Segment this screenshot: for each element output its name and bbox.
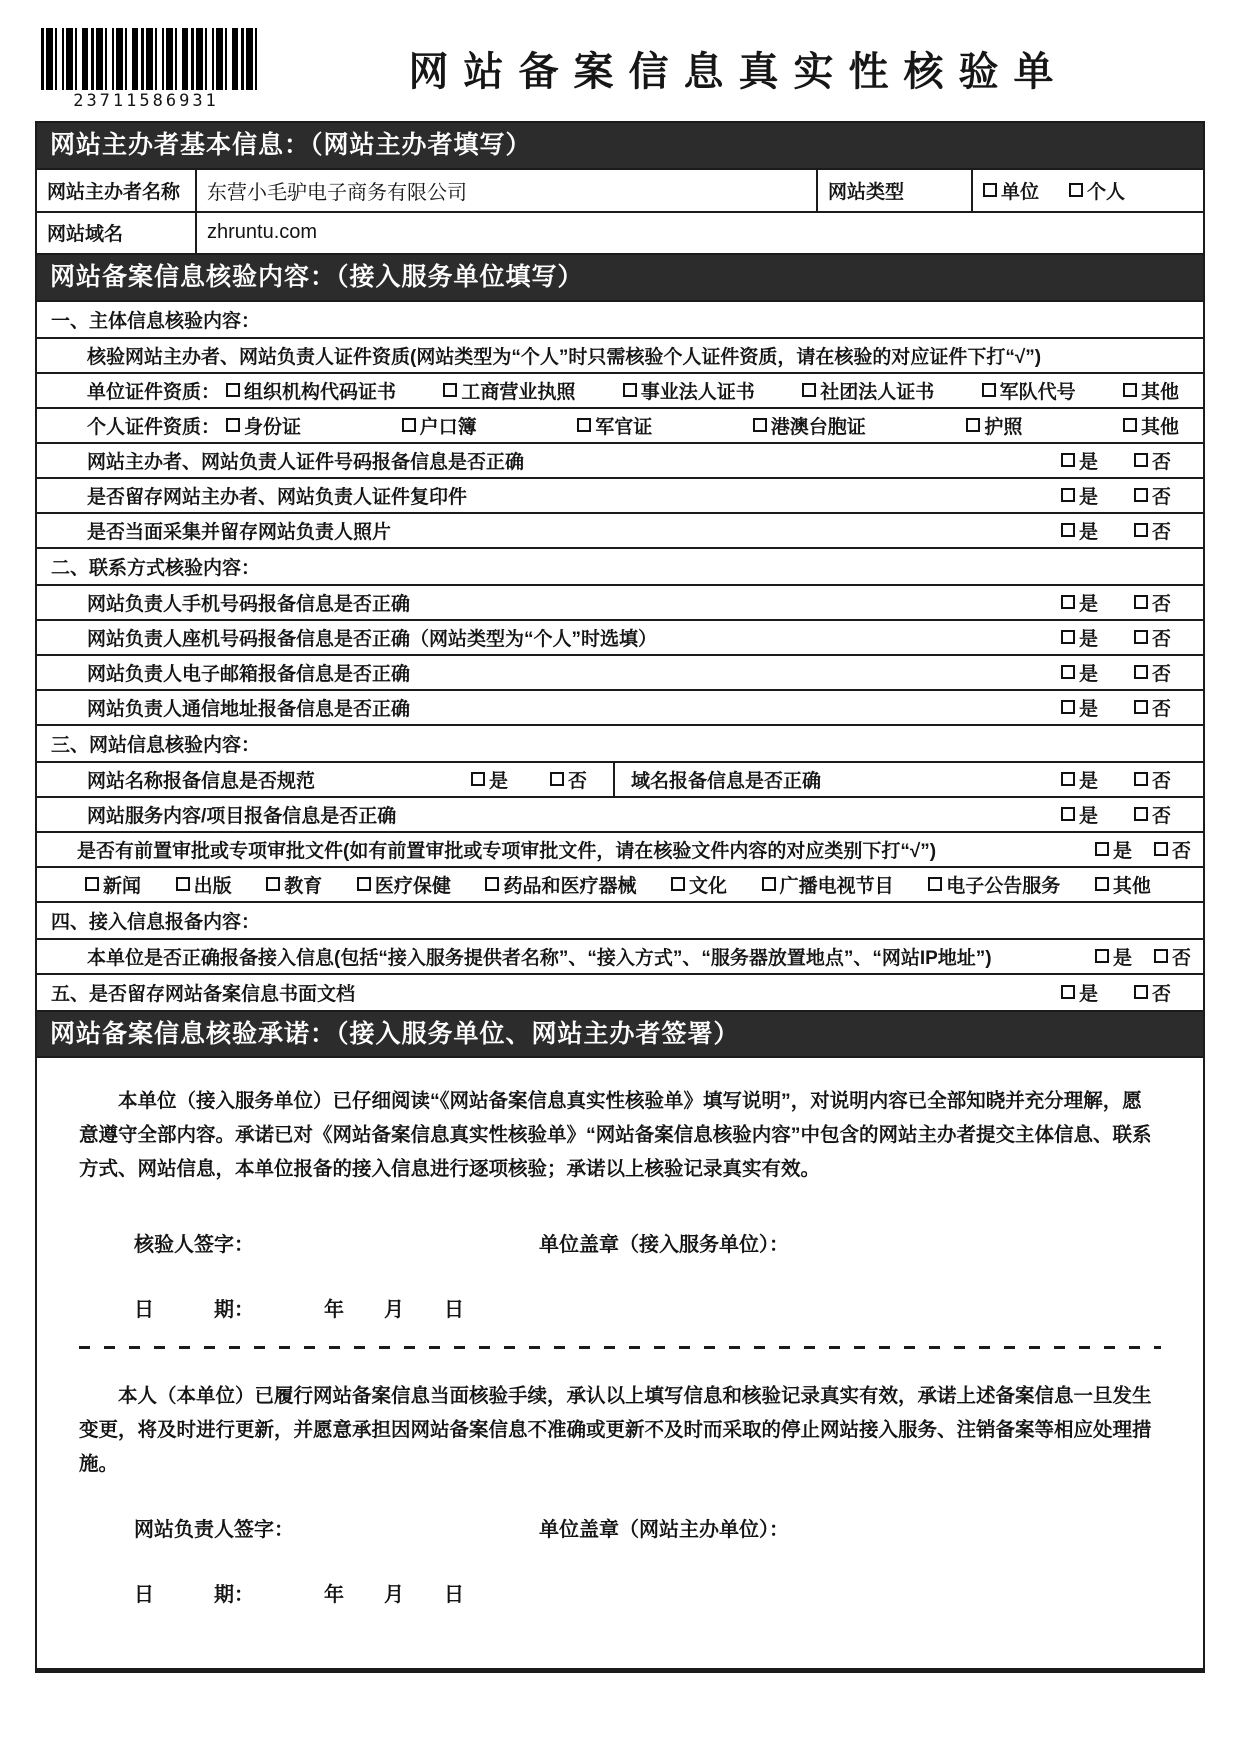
checkbox-yes[interactable] [1061, 694, 1098, 721]
question-label: 网站负责人座机号码报备信息是否正确（网站类型为“个人”时选填） [87, 628, 658, 650]
checkbox-label: 港澳台胞证 [770, 416, 866, 438]
approval-question-row [37, 831, 1203, 866]
barcode-bars-image [41, 28, 257, 90]
checkbox-yes[interactable] [1061, 801, 1098, 828]
yes-no-group [1095, 836, 1191, 863]
checkbox-yes[interactable] [1095, 836, 1132, 863]
signature-row-isp [79, 1228, 1161, 1257]
checkbox-label: 否 [1151, 805, 1171, 827]
checkbox-label: 电子公告服务 [946, 875, 1061, 897]
date-line-owner: 日 期： 年 月 日 [134, 1584, 464, 1607]
checkbox-education[interactable] [266, 871, 322, 898]
checkbox-icon [1061, 630, 1075, 644]
checkbox-label: 是 [1078, 770, 1098, 792]
checkbox-icon [1134, 665, 1148, 679]
site-type-label: 网站类型 [816, 170, 971, 211]
checkbox-label: 否 [1151, 628, 1171, 650]
organizer-name-label: 网站主办者名称 [47, 181, 181, 203]
checkbox-label: 是 [1112, 947, 1132, 969]
checkbox-label: 护照 [984, 416, 1023, 438]
checkbox-icon [577, 418, 591, 432]
checkbox-yes[interactable] [1061, 589, 1098, 616]
subject-note-row [37, 337, 1203, 372]
question-label: 是否当面采集并留存网站负责人照片 [87, 521, 392, 543]
subsection-title-website [37, 724, 1203, 761]
checkbox-label: 否 [1171, 840, 1191, 862]
checkbox-icon [1134, 630, 1148, 644]
verification-form [35, 121, 1205, 1673]
checkbox-culture[interactable] [671, 871, 727, 898]
yes-no-group [1061, 517, 1171, 544]
commitment-section [37, 1056, 1203, 1668]
date-line-isp: 日 期： 年 月 日 [134, 1299, 464, 1322]
checkbox-label: 文化 [689, 875, 728, 897]
checkbox-icon [226, 418, 240, 432]
checkbox-label: 新闻 [103, 875, 142, 897]
checkbox-icon [1061, 985, 1075, 999]
checkbox-label: 是 [1112, 840, 1132, 862]
checkbox-category-other[interactable] [1095, 871, 1151, 898]
page-title: 网站备案信息真实性核验单 [408, 50, 1069, 94]
checkbox-icon [802, 383, 816, 397]
checkbox-label: 组织机构代码证书 [244, 381, 397, 403]
subsection-label: 二、联系方式核验内容： [51, 557, 261, 579]
barcode [35, 28, 257, 111]
checkbox-label: 否 [1151, 698, 1171, 720]
checkbox-personal-other[interactable] [1123, 412, 1179, 439]
dashed-divider [79, 1346, 1161, 1349]
unit-cert-options [226, 377, 1179, 404]
question-row [37, 477, 1203, 512]
checkbox-drugs-devices[interactable] [485, 871, 636, 898]
yes-no-group [471, 766, 587, 793]
checkbox-site-type-personal[interactable] [1069, 177, 1125, 204]
checkbox-yes[interactable] [1095, 943, 1132, 970]
table-row [37, 168, 1203, 211]
checkbox-label: 身份证 [244, 416, 302, 438]
checkbox-no[interactable] [1154, 943, 1191, 970]
checkbox-no[interactable] [1134, 624, 1171, 651]
checkbox-label: 是 [1078, 805, 1098, 827]
split-question-row [37, 761, 1203, 796]
checkbox-label: 是 [488, 770, 508, 792]
personal-cert-row [37, 407, 1203, 442]
question-label: 域名报备信息是否正确 [631, 770, 822, 792]
checkbox-no[interactable] [1134, 517, 1171, 544]
checkbox-icon [966, 418, 980, 432]
checkbox-no[interactable] [1134, 589, 1171, 616]
checkbox-army-code[interactable] [982, 377, 1076, 404]
commitment-paragraph-owner: 本人（本单位）已履行网站备案信息当面核验手续，承认以上填写信息和核验记录真实有效，承诺上述备案信息一旦发生变更，将及时进行更新，并愿意承担因网站备案信息不准确或更新不及时而采取的停止网站接入服务、注销备案等相应处理措施。 [79, 1385, 1152, 1476]
checkbox-no[interactable] [1134, 766, 1171, 793]
checkbox-label: 否 [1151, 770, 1171, 792]
subsection-title-access [37, 901, 1203, 938]
checkbox-icon [1123, 383, 1137, 397]
checkbox-yes[interactable] [1061, 766, 1098, 793]
checkbox-label: 户口簿 [419, 416, 477, 438]
checkbox-label: 是 [1078, 663, 1098, 685]
yes-no-group [1061, 624, 1171, 651]
checkbox-icon [1095, 949, 1109, 963]
table-row [37, 211, 1203, 253]
checkbox-icon [928, 877, 942, 891]
checkbox-label: 事业法人证书 [640, 381, 755, 403]
checkbox-household-register[interactable] [402, 412, 477, 439]
checkbox-hk-mo-tw-pass[interactable] [753, 412, 866, 439]
question-label: 是否留存网站主办者、网站负责人证件复印件 [87, 486, 468, 508]
checkbox-icon [1134, 700, 1148, 714]
checkbox-site-type-unit[interactable] [983, 177, 1039, 204]
checkbox-label: 否 [1151, 451, 1171, 473]
checkbox-icon [1061, 488, 1075, 502]
checkbox-icon [85, 877, 99, 891]
checkbox-icon [266, 877, 280, 891]
checkbox-icon [671, 877, 685, 891]
subsection-label: 四、接入信息报备内容： [51, 911, 261, 933]
checkbox-icon [1061, 523, 1075, 537]
checkbox-no[interactable] [1134, 801, 1171, 828]
checkbox-label: 教育 [284, 875, 323, 897]
question-label: 五、是否留存网站备案信息书面文档 [51, 983, 356, 1005]
yes-no-group [1061, 589, 1171, 616]
checkbox-icon [983, 183, 997, 197]
approval-category-row [37, 866, 1203, 901]
checkbox-label: 是 [1078, 983, 1098, 1005]
checkbox-label: 药品和医疗器械 [503, 875, 637, 897]
checkbox-label: 是 [1078, 698, 1098, 720]
subsection-title-contact [37, 547, 1203, 584]
checkbox-label: 社团法人证书 [820, 381, 935, 403]
question-row [37, 512, 1203, 547]
organizer-name-value: 东营小毛驴电子商务有限公司 [195, 170, 816, 211]
checkbox-healthcare[interactable] [357, 871, 451, 898]
yes-no-group [1061, 694, 1171, 721]
checkbox-icon [226, 383, 240, 397]
checkbox-label: 医疗保健 [374, 875, 451, 897]
subsection-label: 一、主体信息核验内容： [51, 310, 261, 332]
yes-no-group [1061, 979, 1171, 1006]
checkbox-no[interactable] [1134, 482, 1171, 509]
checkbox-unit-other[interactable] [1123, 377, 1179, 404]
checkbox-icon [1134, 523, 1148, 537]
subsection-label: 三、网站信息核验内容： [51, 734, 261, 756]
checkbox-icon [1061, 595, 1075, 609]
checkbox-label: 是 [1078, 521, 1098, 543]
question-label: 网站名称报备信息是否规范 [87, 770, 316, 792]
checkbox-yes[interactable] [1061, 979, 1098, 1006]
checkbox-label: 军队代号 [999, 381, 1076, 403]
checkbox-label: 否 [1171, 947, 1191, 969]
checkbox-label: 否 [1151, 593, 1171, 615]
note-text: 核验网站主办者、网站负责人证件资质(网站类型为“个人”时只需核验个人证件资质，请在核验的对应证件下打“√”) [87, 346, 1042, 368]
checkbox-label: 单位 [1001, 181, 1040, 203]
question-label: 网站负责人手机号码报备信息是否正确 [87, 593, 411, 615]
checkbox-yes[interactable] [1061, 482, 1098, 509]
checkbox-icon [1095, 842, 1109, 856]
checkbox-publishing[interactable] [176, 871, 232, 898]
checkbox-icon [1061, 772, 1075, 786]
checkbox-label: 军官证 [595, 416, 653, 438]
section-header-verify-content: 网站备案信息核验内容：（接入服务单位填写） [37, 253, 1203, 300]
checkbox-label: 否 [1151, 663, 1171, 685]
yes-no-group [1095, 943, 1191, 970]
checkbox-icon [762, 877, 776, 891]
checkbox-label: 个人 [1087, 181, 1126, 203]
question-label: 网站负责人通信地址报备信息是否正确 [87, 698, 411, 720]
checkbox-icon [982, 383, 996, 397]
checkbox-label: 是 [1078, 628, 1098, 650]
barcode-number: 23711586931 [73, 91, 219, 111]
personal-cert-options [226, 412, 1179, 439]
checkbox-label: 工商营业执照 [461, 381, 576, 403]
checkbox-news[interactable] [85, 871, 141, 898]
question-row [37, 654, 1203, 689]
yes-no-group [1061, 766, 1171, 793]
checkbox-icon [1134, 985, 1148, 999]
question-label: 本单位是否正确报备接入信息(包括“接入服务提供者名称”、“接入方式”、“服务器放置地点”、“网站IP地址”) [87, 947, 992, 969]
checkbox-icon [550, 772, 564, 786]
yes-no-group [1061, 801, 1171, 828]
checkbox-business-license[interactable] [443, 377, 575, 404]
checkbox-no[interactable] [1134, 979, 1171, 1006]
checkbox-label: 否 [1151, 983, 1171, 1005]
checkbox-icon [623, 383, 637, 397]
checkbox-label: 其他 [1140, 381, 1179, 403]
checkbox-passport[interactable] [966, 412, 1022, 439]
question-row [37, 619, 1203, 654]
site-type-options [971, 170, 1203, 211]
section-header-commitment: 网站备案信息核验承诺：（接入服务单位、网站主办者签署） [37, 1010, 1203, 1057]
checkbox-label: 是 [1078, 593, 1098, 615]
checkbox-icon [1134, 807, 1148, 821]
unit-cert-label: 单位证件资质： [87, 381, 221, 403]
checkbox-icon [357, 877, 371, 891]
checkbox-icon [1061, 453, 1075, 467]
subsection-title-subject [37, 300, 1203, 337]
unit-cert-row [37, 372, 1203, 407]
checkbox-no[interactable] [1134, 694, 1171, 721]
checkbox-icon [1154, 842, 1168, 856]
question-row [37, 796, 1203, 831]
checkbox-icon [1069, 183, 1083, 197]
site-name-question [37, 763, 615, 796]
checkbox-id-card[interactable] [226, 412, 301, 439]
checkbox-bbs-service[interactable] [928, 871, 1060, 898]
owner-stamp-label: 单位盖章（网站主办单位）： [539, 1519, 789, 1542]
personal-cert-label: 个人证件资质： [87, 416, 221, 438]
checkbox-icon [1134, 488, 1148, 502]
checkbox-label: 其他 [1112, 875, 1151, 897]
approval-categories [37, 871, 1203, 898]
checkbox-org-code-cert[interactable] [226, 377, 396, 404]
commitment-paragraph-isp: 本单位（接入服务单位）已仔细阅读“《网站备案信息真实性核验单》填写说明”，对说明内容已全部知晓并充分理解，愿意遵守全部内容。承诺已对《网站备案信息真实性核验单》“网站备案信息核验内容”中包含的网站主办者提交主体信息、联系方式、网站信息，本单位报备的接入信息进行逐项核验；承诺以上核验记录真实有效。 [79, 1090, 1152, 1181]
checkbox-institution-cert[interactable] [623, 377, 755, 404]
checkbox-yes[interactable] [471, 766, 508, 793]
document-header [35, 28, 1205, 111]
checkbox-icon [402, 418, 416, 432]
archive-question-row [37, 973, 1203, 1010]
checkbox-icon [1123, 418, 1137, 432]
checkbox-yes[interactable] [1061, 447, 1098, 474]
checkbox-no[interactable] [1154, 836, 1191, 863]
checkbox-officer-cert[interactable] [577, 412, 652, 439]
checkbox-icon [753, 418, 767, 432]
checkbox-yes[interactable] [1061, 517, 1098, 544]
site-manager-signature-label: 网站负责人签字： [134, 1519, 294, 1542]
verifier-signature-label: 核验人签字： [134, 1234, 254, 1257]
question-row [37, 584, 1203, 619]
checkbox-label: 否 [1151, 486, 1171, 508]
yes-no-group [1061, 659, 1171, 686]
checkbox-yes[interactable] [1061, 624, 1098, 651]
checkbox-label: 否 [1151, 521, 1171, 543]
yes-no-group [1061, 482, 1171, 509]
checkbox-icon [176, 877, 190, 891]
section-header-owner-info: 网站主办者基本信息：（网站主办者填写） [37, 123, 1203, 168]
question-label: 网站服务内容/项目报备信息是否正确 [87, 805, 397, 827]
checkbox-icon [1061, 700, 1075, 714]
checkbox-no[interactable] [550, 766, 587, 793]
question-label: 网站负责人电子邮箱报备信息是否正确 [87, 663, 411, 685]
checkbox-broadcast-tv[interactable] [762, 871, 894, 898]
checkbox-icon [471, 772, 485, 786]
checkbox-icon [1061, 807, 1075, 821]
signature-row-owner [79, 1513, 1161, 1542]
checkbox-icon [1134, 453, 1148, 467]
checkbox-label: 广播电视节目 [779, 875, 894, 897]
checkbox-icon [1061, 665, 1075, 679]
checkbox-label: 出版 [193, 875, 232, 897]
checkbox-icon [1095, 877, 1109, 891]
checkbox-label: 是 [1078, 451, 1098, 473]
access-question-row [37, 938, 1203, 973]
checkbox-icon [485, 877, 499, 891]
checkbox-yes[interactable] [1061, 659, 1098, 686]
question-label: 网站主办者、网站负责人证件号码报备信息是否正确 [87, 451, 525, 473]
checkbox-label: 是 [1078, 486, 1098, 508]
question-row [37, 689, 1203, 724]
checkbox-icon [1154, 949, 1168, 963]
checkbox-icon [1134, 595, 1148, 609]
domain-value: zhruntu.com [195, 213, 1203, 253]
question-label: 是否有前置审批或专项审批文件(如有前置审批或专项审批文件，请在核验文件内容的对应类别下打“√”) [77, 840, 937, 862]
checkbox-label: 否 [567, 770, 587, 792]
domain-label: 网站域名 [47, 224, 124, 246]
checkbox-association-cert[interactable] [802, 377, 934, 404]
checkbox-label: 其他 [1140, 416, 1179, 438]
checkbox-icon [1134, 772, 1148, 786]
yes-no-group [1061, 447, 1171, 474]
domain-question [615, 766, 1203, 793]
checkbox-icon [443, 383, 457, 397]
isp-stamp-label: 单位盖章（接入服务单位）： [539, 1234, 789, 1257]
checkbox-no[interactable] [1134, 659, 1171, 686]
checkbox-no[interactable] [1134, 447, 1171, 474]
question-row [37, 442, 1203, 477]
